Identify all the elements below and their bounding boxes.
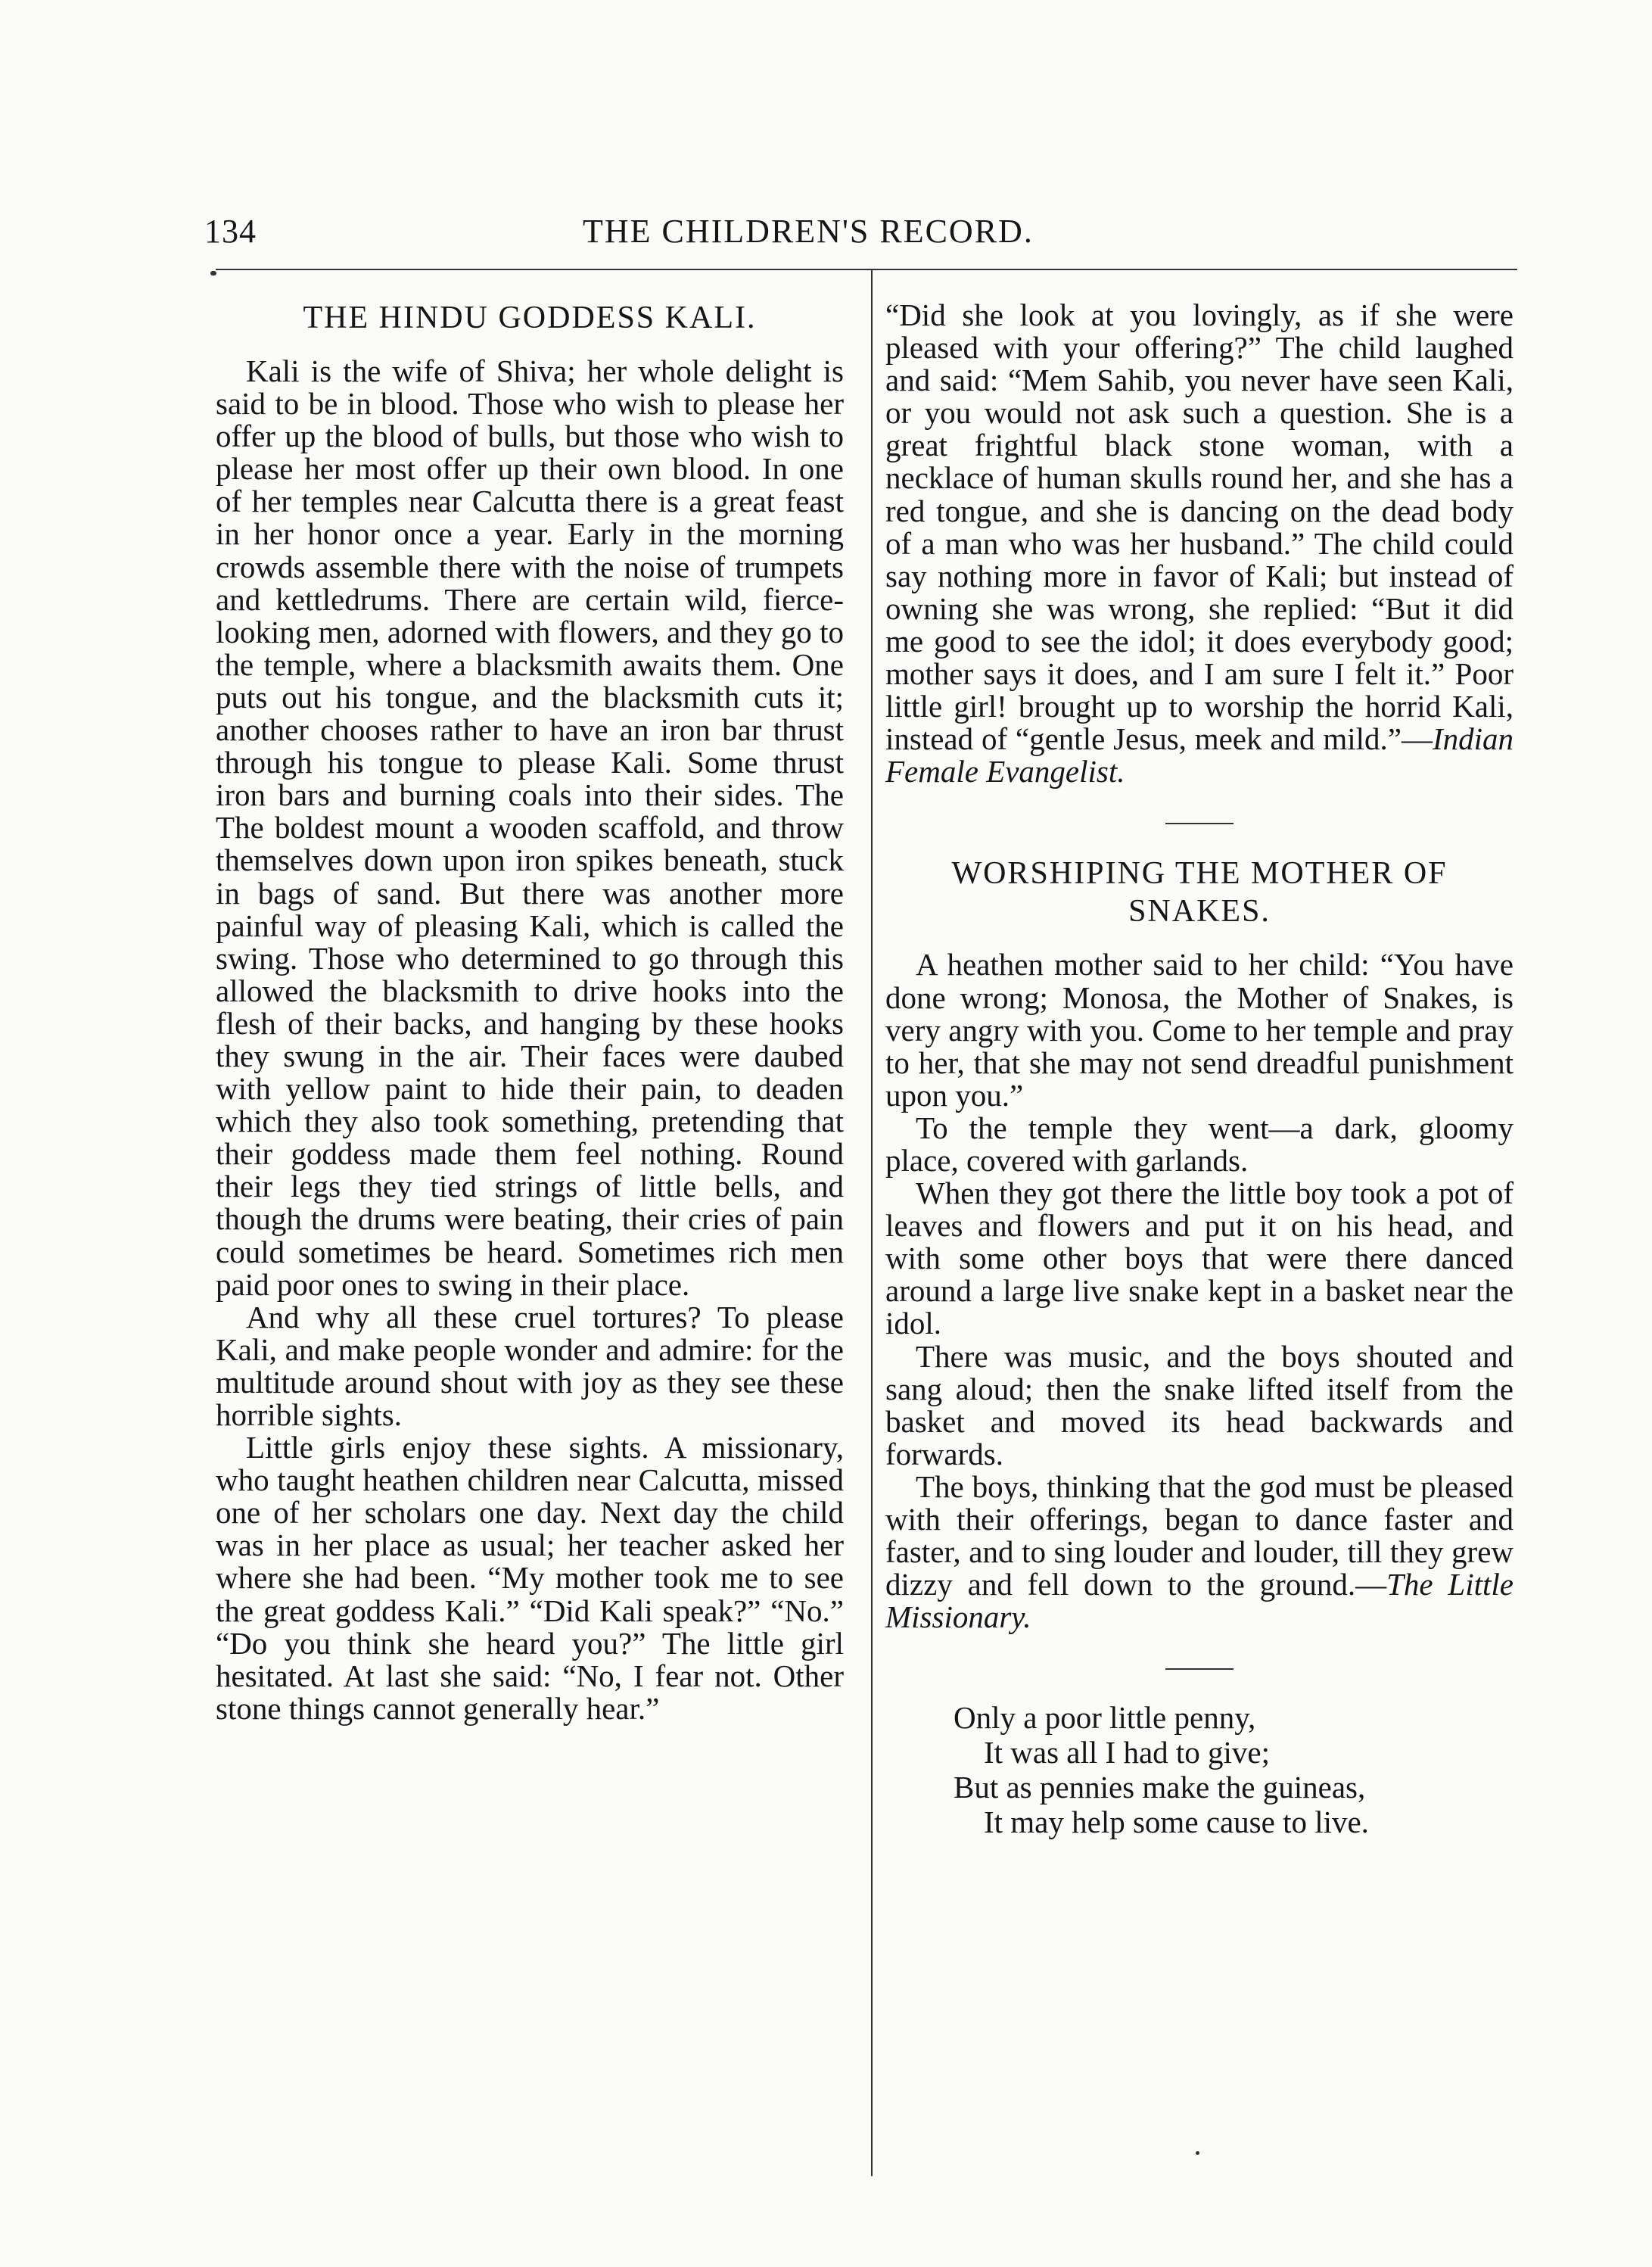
paragraph (885, 1468, 1514, 1635)
ornament-mark (210, 271, 216, 276)
poem-line: Only a poor little penny, (954, 1700, 1256, 1736)
running-title: THE CHILDREN'S RECORD. (583, 213, 1034, 250)
paragraph: A heathen mother said to her child: “You have done wrong; Monosa, the Mother of Snakes, is very angry with you. Come to her temple and pray to her, that she may not send dreadful punishment upon you.” (885, 947, 1514, 1113)
paragraph-text: The boys, thinking that the god must be pleased with their offerings, began to dance faster and faster, and to sing louder and louder, till they grew dizzy and fell down to the ground.— (885, 1468, 1514, 1602)
poem-line: But as pennies make the guineas, (954, 1770, 1366, 1805)
paragraph: And why all these cruel tortures? To please Kali, and make people wonder and admire: for the multitude around shout with joy as they see these horrible sights. (216, 1299, 844, 1432)
page-header (204, 212, 1529, 257)
source-credit: The Little Missionary. (885, 1567, 1514, 1635)
paragraph: Little girls enjoy these sights. A missionary, who taught heathen children near Calcutta, missed one of her scholars one day. Next day the child was in her place as usual; her teacher asked her where she had been. “My mother took me to see the great goddess Kali.” “Did Kali speak?” “No.” “Do you think she heard you?” The little girl hesitated. At last she said: “No, I fear not. Other stone things cannot generally hear.” (216, 1430, 844, 1726)
paragraph: To the temple they went—a dark, gloomy place, covered with garlands. (885, 1110, 1514, 1178)
poem (885, 1700, 1514, 1839)
paragraph: When they got there the little boy took a pot of leaves and flowers and put it on his head, and with some other boys that were there danced around a large live snake kept in a basket near the idol. (885, 1176, 1514, 1341)
header-rule (216, 269, 1517, 270)
paragraph: There was music, and the boys shouted and sang aloud; then the snake lifted itself from the basket and moved its head backwards and forwards. (885, 1338, 1514, 1471)
page-number: 134 (204, 213, 257, 250)
poem-line: It may help some cause to live. (984, 1805, 1369, 1840)
section-separator (1165, 823, 1234, 824)
right-column (885, 299, 1514, 1839)
page-speck (1196, 2151, 1199, 2155)
article-title-snakes: WORSHIPING THE MOTHER OF SNAKES. (951, 856, 1448, 930)
continuation-text: “Did she look at you lovingly, as if she were pleased with your offering?” The child laughed and said: “Mem Sahib, you never have seen Kali, or you would not ask such a question. She is a great frightful black stone woman, with a necklace of human skulls round her, and she has a red tongue, and she is dancing on the dead body of a man who was her husband.” The child could say nothing more in favor of Kali; but instead of owning she was wrong, she replied: “But it did me good to see the idol; it does everybody good; mother says it does, and I am sure I felt it.” Poor little girl! brought up to worship the horrid Kali, instead of “gentle Jesus, meek and mild.”— (885, 297, 1514, 757)
left-column (216, 299, 844, 1725)
paragraph: Kali is the wife of Shiva; her whole delight is said to be in blood. Those who wish to please her offer up the blood of bulls, but those who wish to please her most offer up their own blood. In one of her temples near Calcutta there is a great feast in her honor once a year. Early in the morning crowds assemble there with the noise of trumpets and kettledrums. There are certain wild, fierce-looking men, adorned with flowers, and they go to the temple, where a blacksmith awaits them. One puts out his tongue, and the blacksmith cuts it; another chooses rather to have an iron bar thrust through his tongue to please Kali. Some thrust iron bars and burning coals into their sides. The The boldest mount a wooden scaffold, and throw themselves down upon iron spikes beneath, stuck in bags of sand. But there was another more painful way of pleasing Kali, which is called the swing. Those who determined to go through this allowed the blacksmith to drive hooks into the flesh of their backs, and hanging by these hooks they swung in the air. Their faces were daubed with yellow paint to hide their pain, to deaden which they also took something, pretending that their goddess made them feel nothing. Round their legs they tied strings of little bells, and though the drums were beating, their cries of pain could sometimes be heard. Sometimes rich men paid poor ones to swing in their place. (216, 353, 844, 1302)
source-credit: Indian Female Evangelist. (885, 721, 1514, 789)
poem-line: It was all I had to give; (984, 1735, 1271, 1770)
section-separator (1165, 1668, 1234, 1670)
article-title-kali: THE HINDU GODDESS KALI. (303, 301, 757, 335)
column-divider (871, 269, 873, 2176)
paragraph-continuation (885, 299, 1514, 788)
